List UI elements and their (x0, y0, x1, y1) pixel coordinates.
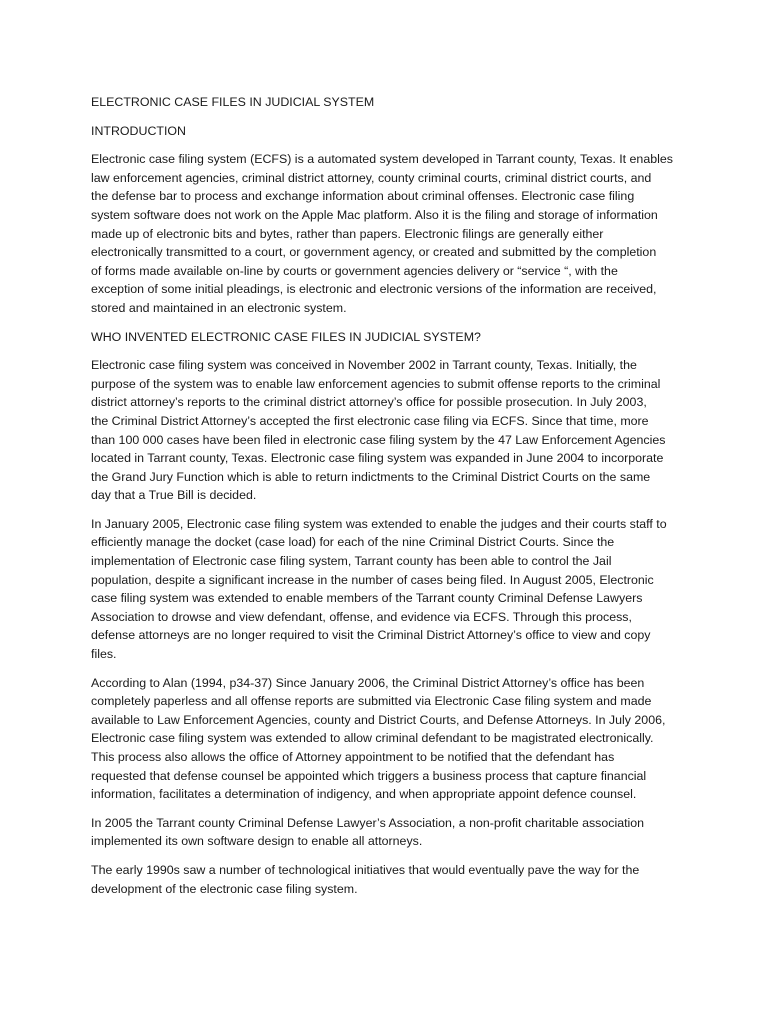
paragraph-line: According to Alan (1994, p34-37) Since January 2006, the Criminal District Attorney’s office has been (91, 675, 645, 690)
paragraph-line: completely paperless and all offense reports are submitted via Electronic Case filing system and made (91, 694, 652, 709)
paragraph-line: Electronic case filing system (ECFS) is a automated system developed in Tarrant county, Texas. It enables (91, 152, 673, 167)
who-invented-heading: WHO INVENTED ELECTRONIC CASE FILES IN JUDICIAL SYSTEM? (91, 329, 481, 344)
paragraph-line: information, facilitates a determination of indigency, and when appropriate appoint defence counsel. (91, 787, 637, 802)
paragraph-line: system software does not work on the Apple Mac platform. Also it is the filing and storage of information (91, 207, 658, 222)
paragraph-line: In January 2005, Electronic case filing system was extended to enable the judges and their courts staff to (91, 516, 667, 531)
paragraph-line: district attorney’s reports to the criminal district attorney’s office for possible prosecution. In July 2003, (91, 395, 647, 410)
document-page (91, 93, 687, 908)
paragraph-line: Electronic case filing system was conceived in November 2002 in Tarrant county, Texas. Initially, the (91, 358, 637, 373)
paragraph-line: population, despite a significant increase in the number of cases being filed. In August 2005, Electronic (91, 572, 654, 587)
early-1990s-paragraph (91, 861, 687, 898)
paragraph-line: purpose of the system was to enable law enforcement agencies to submit offense reports to the criminal (91, 376, 661, 391)
paragraph-line: law enforcement agencies, criminal district attorney, county criminal courts, criminal district courts, and (91, 170, 652, 185)
paragraph-line: the Grand Jury Function which is able to return indictments to the Criminal District Courts on the same (91, 469, 651, 484)
paragraph-line: exception of some initial pleadings, is electronic and electronic versions of the information are received, (91, 282, 657, 297)
association-paragraph (91, 814, 687, 851)
paragraph-line: made up of electronic bits and bytes, rather than papers. Electronic filings are generally either (91, 226, 604, 241)
introduction-heading: INTRODUCTION (91, 123, 186, 138)
paragraph-line: the defense bar to process and exchange information about criminal offenses. Electronic case filing (91, 189, 635, 204)
paperless-paragraph (91, 674, 687, 804)
paragraph-line: This process also allows the office of Attorney appointment to be notified that the defendant has (91, 750, 615, 764)
paragraph-line: In 2005 the Tarrant county Criminal Defense Lawyer’s Association, a non-profit charitable association (91, 815, 645, 830)
paragraph-line: Association to drowse and view defendant, offense, and evidence via ECFS. Through this process, (91, 609, 632, 624)
paragraph-line: implemented its own software design to enable all attorneys. (91, 834, 423, 849)
paragraph-line: case filing system was extended to enable members of the Tarrant county Criminal Defense Lawyers (91, 591, 643, 606)
paragraph-line: The early 1990s saw a number of technological initiatives that would eventually pave the way for the (91, 862, 640, 877)
paragraph-line: than 100 000 cases have been filed in electronic case filing system by the 47 Law Enforcement Agencies (91, 432, 666, 447)
paragraph-line: of forms made available on-line by courts or government agencies delivery or “service “, with the (91, 263, 618, 278)
introduction-paragraph (91, 150, 687, 317)
paragraph-line: stored and maintained in an electronic system. (91, 300, 347, 315)
paragraph-line: Electronic case filing system was extended to allow criminal defendant to be magistrated electronically. (91, 731, 654, 746)
paragraph-line: electronically transmitted to a court, or government agency, or created and submitted by the completion (91, 245, 657, 260)
document-title: ELECTRONIC CASE FILES IN JUDICIAL SYSTEM (91, 95, 375, 109)
paragraph-line: day that a True Bill is decided. (91, 488, 257, 503)
paragraph-line: defense attorneys are no longer required to visit the Criminal District Attorney’s office to view and copy (91, 628, 651, 643)
history-paragraph (91, 356, 687, 505)
paragraph-line: the Criminal District Attorney’s accepted the first electronic case filing via ECFS. Since that time, more (91, 413, 649, 428)
paragraph-line: requested that defense counsel be appointed which triggers a business process that capture financial (91, 768, 647, 783)
paragraph-line: located in Tarrant county, Texas. Electronic case filing system was expanded in June 2004 to incorporate (91, 451, 664, 466)
paragraph-line: implementation of Electronic case filing system, Tarrant county has been able to control the Jail (91, 554, 612, 569)
paragraph-line: efficiently manage the docket (case load) for each of the nine Criminal District Courts. Since the (91, 535, 615, 550)
paragraph-line: available to Law Enforcement Agencies, county and District Courts, and Defense Attorneys. In July 2006, (91, 712, 666, 727)
expansion-paragraph (91, 515, 687, 664)
paragraph-line: development of the electronic case filing system. (91, 881, 358, 896)
paragraph-line: files. (91, 647, 117, 662)
